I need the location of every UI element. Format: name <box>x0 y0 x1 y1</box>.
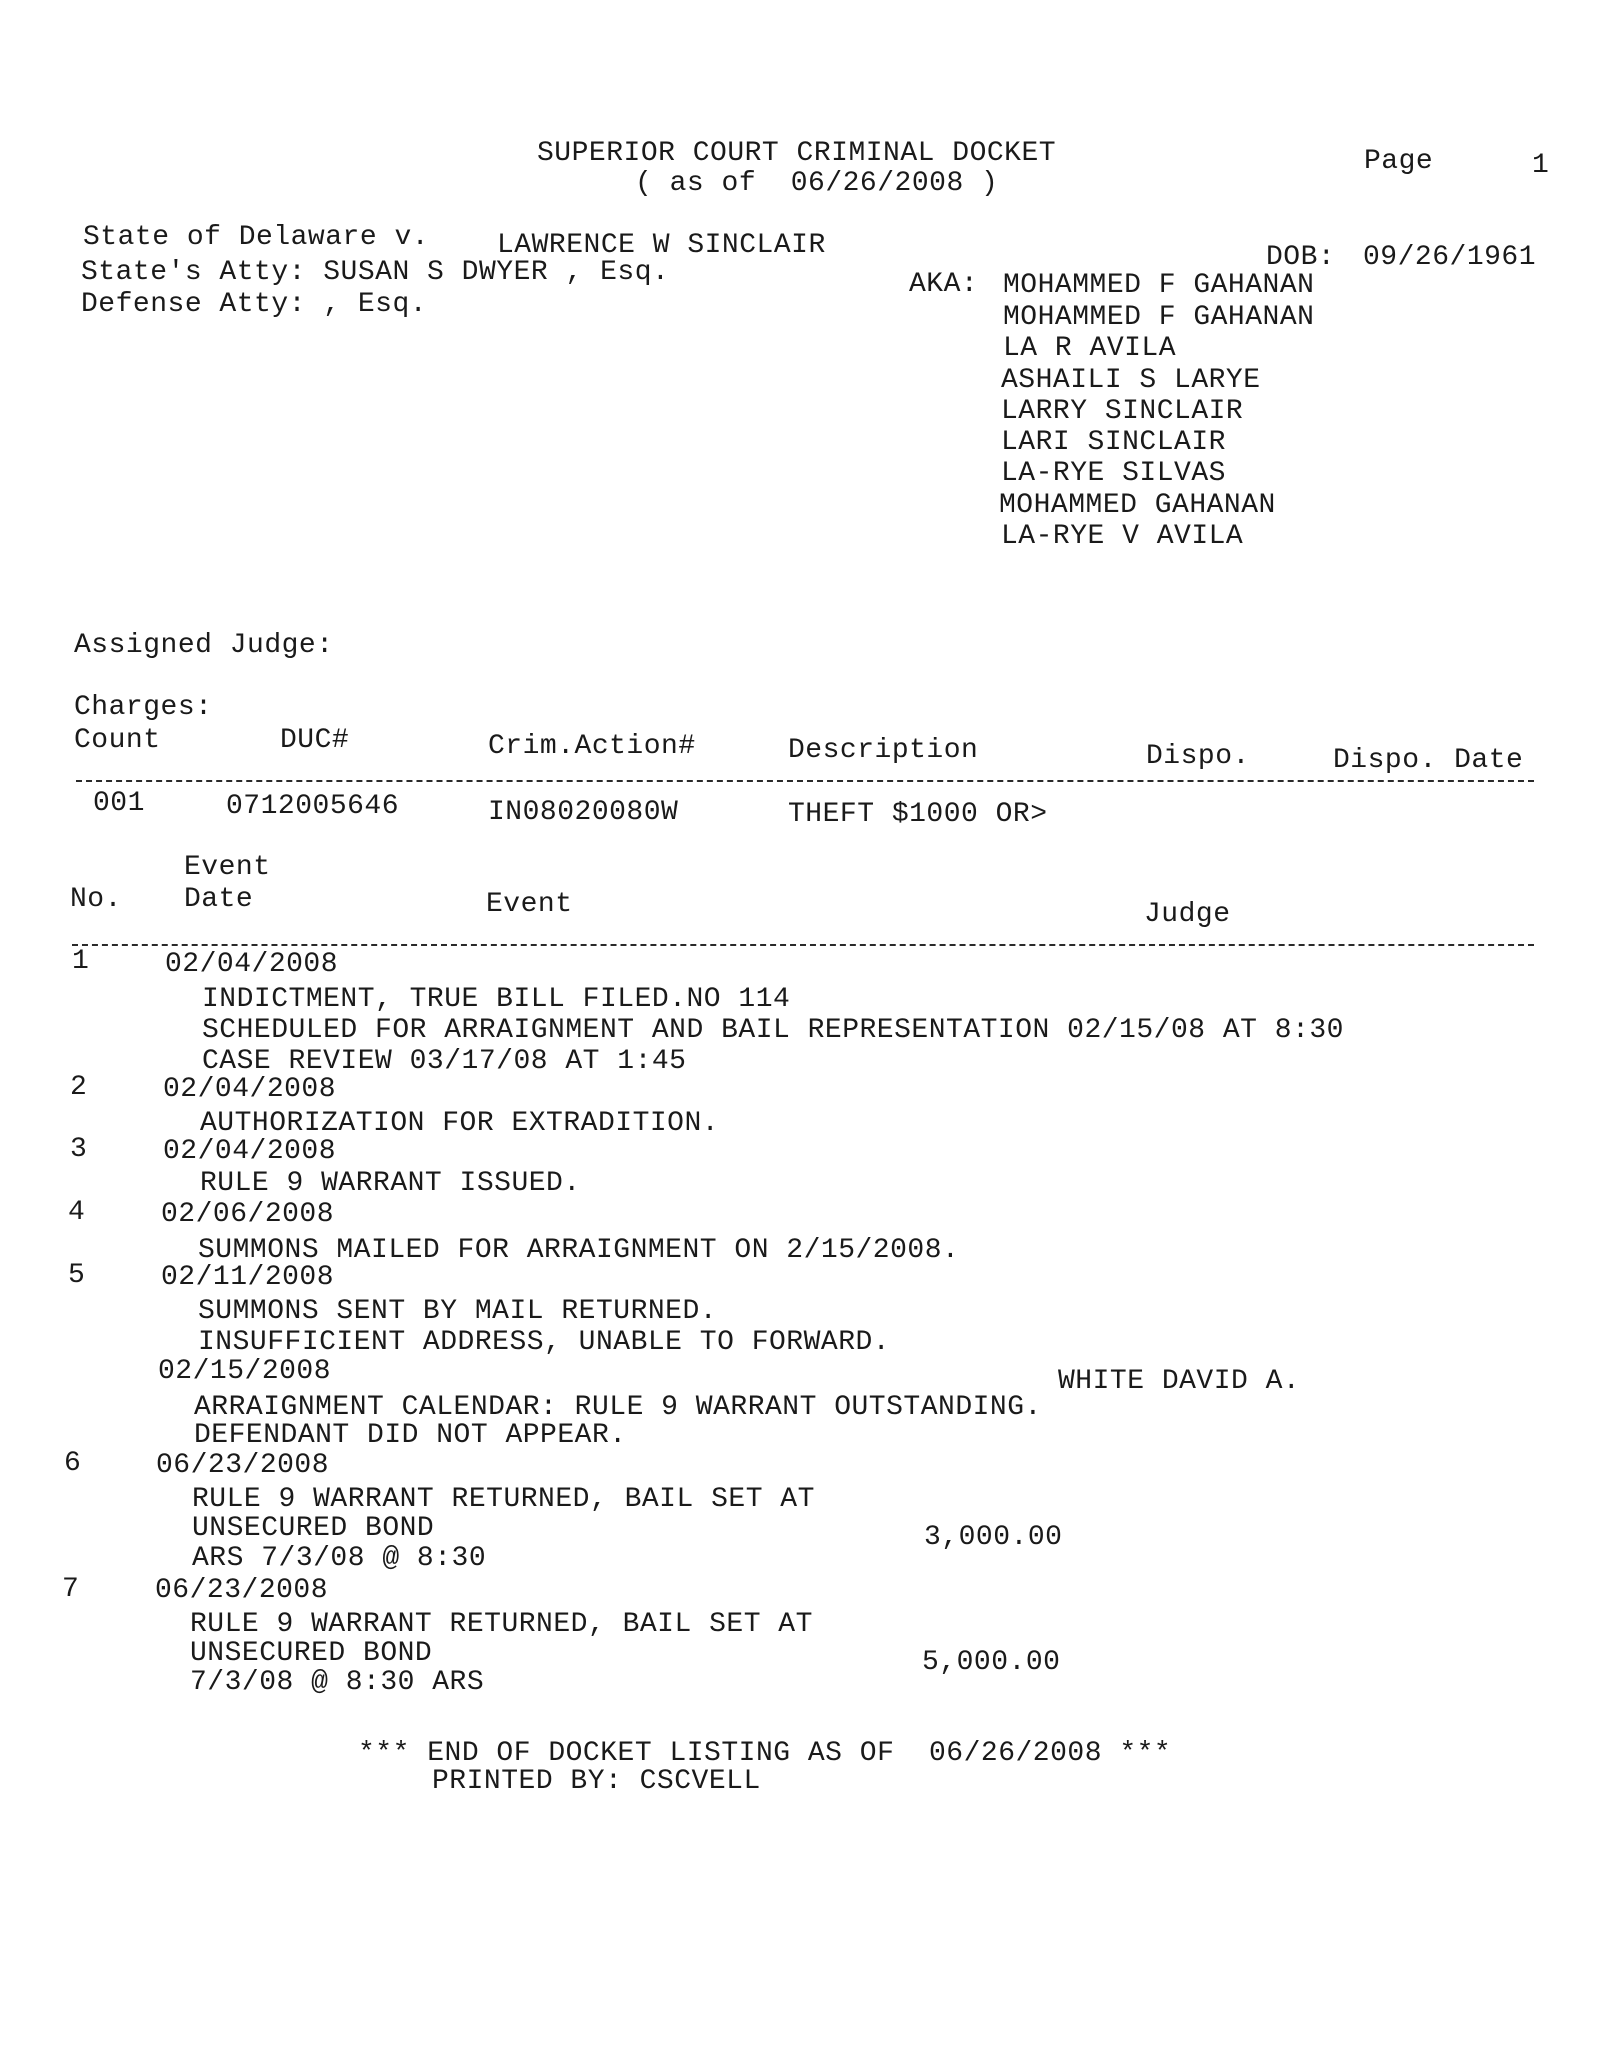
aka-name: LA-RYE V AVILA <box>1001 521 1244 552</box>
events-header-event-line1: Event <box>184 852 271 883</box>
states-attorney: State's Atty: SUSAN S DWYER , Esq. <box>81 257 670 288</box>
charges-divider <box>76 780 1534 782</box>
event-text: CASE REVIEW 03/17/08 AT 1:45 <box>202 1046 687 1077</box>
charges-label: Charges: <box>74 692 213 723</box>
event-date: 06/23/2008 <box>155 1575 329 1606</box>
event-no: 5 <box>68 1260 86 1291</box>
aka-name: LARRY SINCLAIR <box>1001 396 1244 427</box>
aka-name: LARI SINCLAIR <box>1001 427 1226 458</box>
event-no: 1 <box>72 946 90 977</box>
event-date: 02/11/2008 <box>161 1262 335 1293</box>
defendant-name: LAWRENCE W SINCLAIR <box>497 230 826 261</box>
aka-name: MOHAMMED GAHANAN <box>999 490 1276 521</box>
event-no: 4 <box>68 1197 86 1228</box>
event-text: RULE 9 WARRANT RETURNED, BAIL SET AT <box>192 1484 815 1515</box>
charges-header-description: Description <box>788 735 979 766</box>
caption-prefix: State of Delaware v. <box>83 222 430 253</box>
aka-name: MOHAMMED F GAHANAN <box>1003 302 1315 333</box>
charge-crim-action: IN08020080W <box>488 797 679 828</box>
event-text: ARS 7/3/08 @ 8:30 <box>192 1543 487 1574</box>
event-text: UNSECURED BOND <box>192 1513 435 1544</box>
event-no: 3 <box>70 1134 88 1165</box>
charges-header-duc: DUC# <box>280 725 350 756</box>
dob-label: DOB: <box>1266 242 1336 273</box>
page-number: 1 <box>1532 150 1550 181</box>
events-header-judge: Judge <box>1144 899 1231 930</box>
event-judge: WHITE DAVID A. <box>1058 1366 1301 1397</box>
event-date: 02/04/2008 <box>163 1074 337 1105</box>
event-text: SUMMONS MAILED FOR ARRAIGNMENT ON 2/15/2008. <box>198 1235 960 1266</box>
event-text: SCHEDULED FOR ARRAIGNMENT AND BAIL REPRESENTATION 02/15/08 AT 8:30 <box>202 1015 1344 1046</box>
charges-header-dispo: Dispo. <box>1146 741 1250 772</box>
dob-value: 09/26/1961 <box>1363 242 1537 273</box>
event-text: 7/3/08 @ 8:30 ARS <box>190 1667 485 1698</box>
event-date: 02/04/2008 <box>163 1136 337 1167</box>
event-date: 02/06/2008 <box>161 1199 335 1230</box>
event-text: ARRAIGNMENT CALENDAR: RULE 9 WARRANT OUTSTANDING. <box>194 1392 1042 1423</box>
event-date: 06/23/2008 <box>156 1450 330 1481</box>
charges-header-count: Count <box>74 725 161 756</box>
aka-name: LA R AVILA <box>1003 333 1177 364</box>
event-text: INDICTMENT, TRUE BILL FILED.NO 114 <box>202 984 791 1015</box>
aka-name: ASHAILI S LARYE <box>1001 365 1261 396</box>
events-header-no: No. <box>70 884 122 915</box>
aka-name: MOHAMMED F GAHANAN <box>1003 270 1315 301</box>
end-of-docket-line: *** END OF DOCKET LISTING AS OF 06/26/2008 *** <box>358 1738 1172 1769</box>
event-no: 2 <box>70 1072 88 1103</box>
event-date: 02/15/2008 <box>158 1356 332 1387</box>
docket-title: SUPERIOR COURT CRIMINAL DOCKET <box>537 138 1057 169</box>
events-header-date: Date <box>184 884 254 915</box>
event-text: RULE 9 WARRANT RETURNED, BAIL SET AT <box>190 1609 813 1640</box>
charge-description: THEFT $1000 OR> <box>788 799 1048 830</box>
aka-label: AKA: <box>909 269 979 300</box>
event-text: AUTHORIZATION FOR EXTRADITION. <box>200 1108 720 1139</box>
charge-count: 001 <box>93 788 145 819</box>
charges-header-crim-action: Crim.Action# <box>488 731 696 762</box>
event-no: 6 <box>64 1448 82 1479</box>
defense-attorney: Defense Atty: , Esq. <box>81 289 428 320</box>
event-text: INSUFFICIENT ADDRESS, UNABLE TO FORWARD. <box>198 1327 891 1358</box>
charge-duc: 0712005646 <box>226 791 400 822</box>
as-of-date: ( as of 06/26/2008 ) <box>635 168 999 199</box>
event-no: 7 <box>62 1574 80 1605</box>
event-text: SUMMONS SENT BY MAIL RETURNED. <box>198 1296 718 1327</box>
assigned-judge-label: Assigned Judge: <box>74 630 334 661</box>
event-text: UNSECURED BOND <box>190 1638 433 1669</box>
aka-name: LA-RYE SILVAS <box>1001 458 1226 489</box>
event-amount: 3,000.00 <box>924 1522 1063 1553</box>
events-header-event: Event <box>486 889 573 920</box>
event-text: RULE 9 WARRANT ISSUED. <box>200 1168 581 1199</box>
charges-header-dispo-date: Dispo. Date <box>1333 745 1524 776</box>
event-amount: 5,000.00 <box>922 1647 1061 1678</box>
page-label: Page <box>1364 146 1434 177</box>
printed-by: PRINTED BY: CSCVELL <box>432 1766 761 1797</box>
events-divider <box>72 944 1534 946</box>
event-date: 02/04/2008 <box>165 949 339 980</box>
event-text: DEFENDANT DID NOT APPEAR. <box>194 1420 627 1451</box>
